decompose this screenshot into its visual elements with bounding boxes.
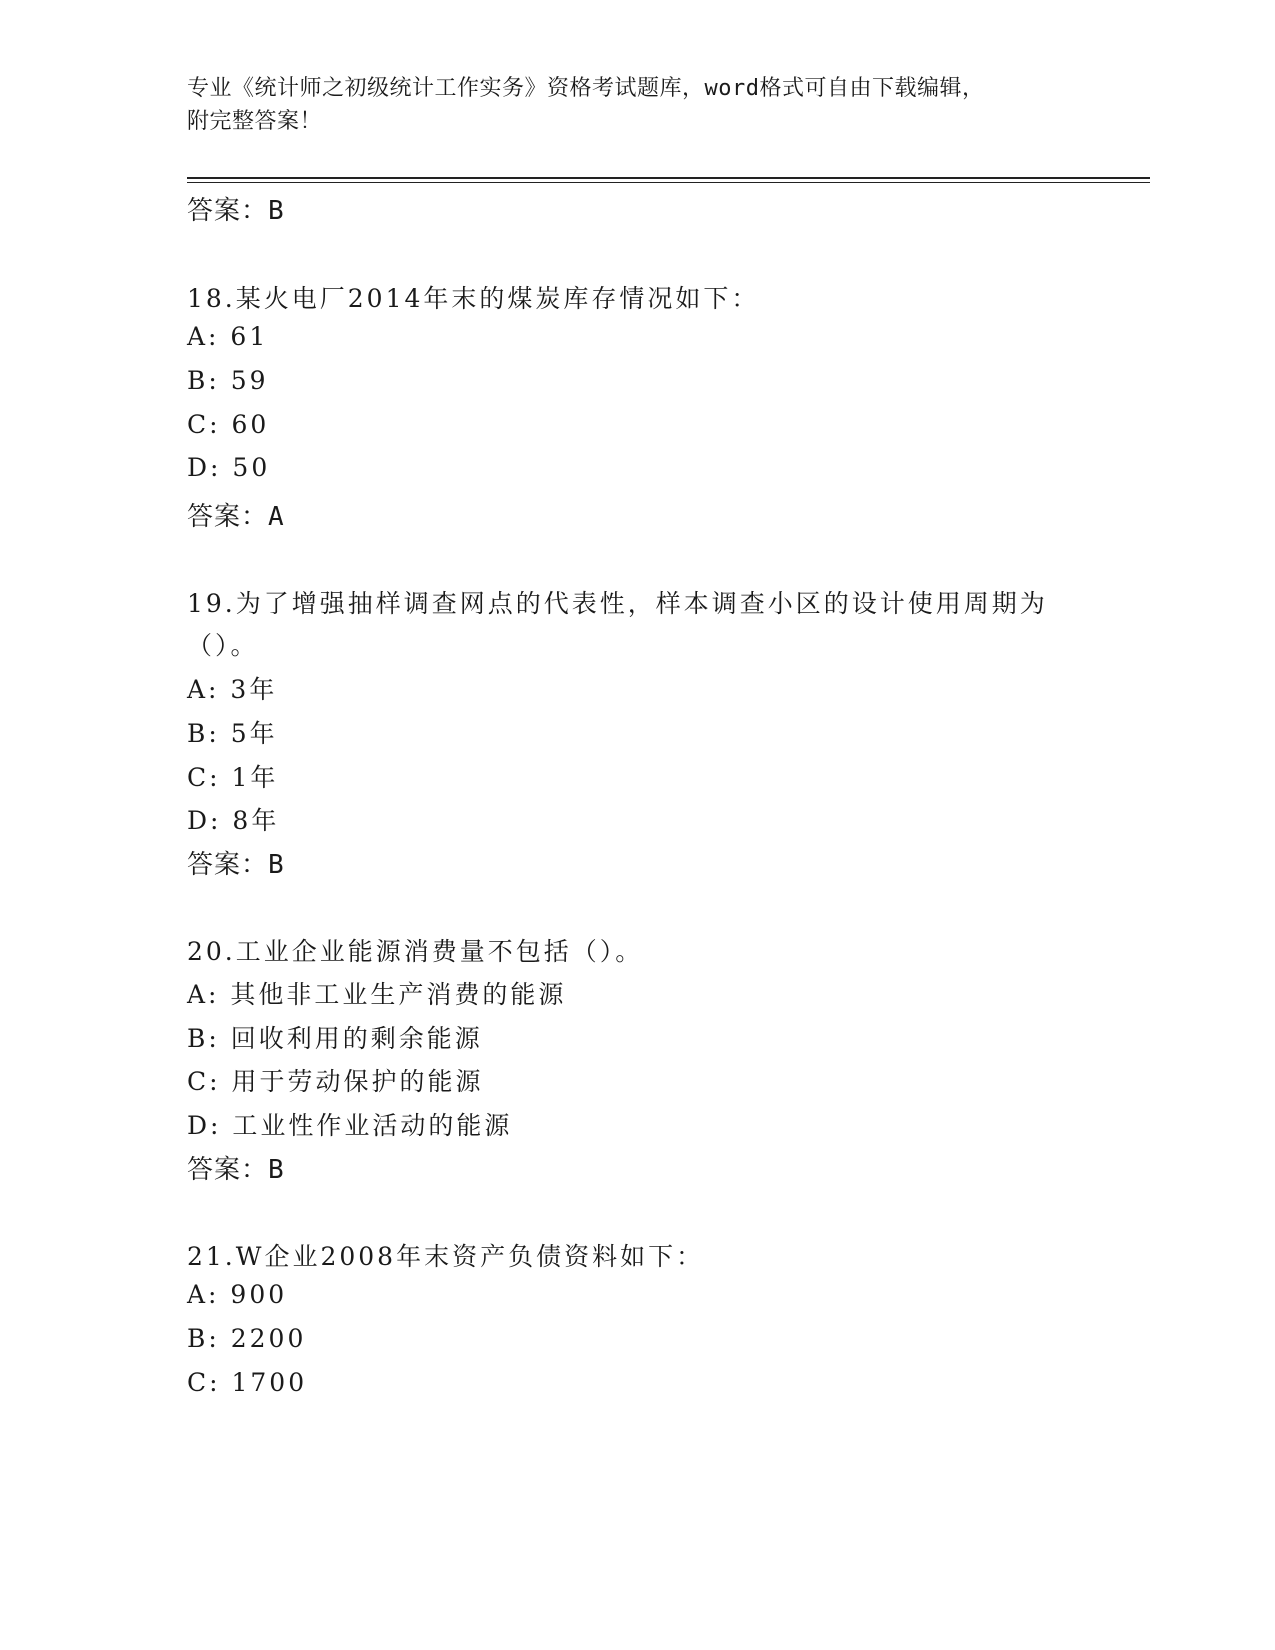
question-18-option-d: D: 50: [187, 453, 271, 482]
question-21-option-a: A: 900: [187, 1280, 288, 1309]
header-rule-thick: [187, 177, 1150, 179]
question-18-option-c: C: 60: [187, 410, 270, 439]
question-19-option-d: D: 8年: [187, 806, 280, 835]
answer-previous: 答案：B: [187, 196, 285, 226]
header-line-1: 专业《统计师之初级统计工作实务》资格考试题库，word格式可自由下载编辑，: [187, 76, 985, 101]
question-19-option-a: A: 3年: [187, 675, 278, 704]
header-rule-thin: [187, 182, 1150, 183]
question-19-answer: 答案：B: [187, 850, 285, 880]
question-19-option-c: C: 1年: [187, 763, 279, 792]
question-20-stem: 20.工业企业能源消费量不包括（）。: [187, 937, 644, 966]
question-20-option-c: C: 用于劳动保护的能源: [187, 1067, 484, 1096]
question-18-option-a: A: 61: [187, 322, 269, 351]
question-18-option-b: B: 59: [187, 366, 269, 395]
question-20-answer: 答案：B: [187, 1155, 285, 1185]
question-20-option-b: B: 回收利用的剩余能源: [187, 1024, 483, 1053]
header-line-2: 附完整答案！: [187, 109, 323, 134]
question-20-option-a: A: 其他非工业生产消费的能源: [187, 980, 567, 1009]
document-header: [187, 72, 1087, 138]
question-18-answer: 答案：A: [187, 502, 285, 532]
question-19-stem: 19.为了增强抽样调查网点的代表性，样本调查小区的设计使用周期为: [187, 589, 1048, 618]
question-18-stem: 18.某火电厂2014年末的煤炭库存情况如下：: [187, 284, 760, 313]
question-21-option-c: C: 1700: [187, 1368, 308, 1397]
question-21-stem: 21.W企业2008年末资产负债资料如下：: [187, 1242, 705, 1271]
question-20-option-d: D: 工业性作业活动的能源: [187, 1111, 513, 1140]
question-19-option-b: B: 5年: [187, 719, 278, 748]
question-21-option-b: B: 2200: [187, 1324, 307, 1353]
question-19-stem-continued: （）。: [187, 631, 259, 660]
